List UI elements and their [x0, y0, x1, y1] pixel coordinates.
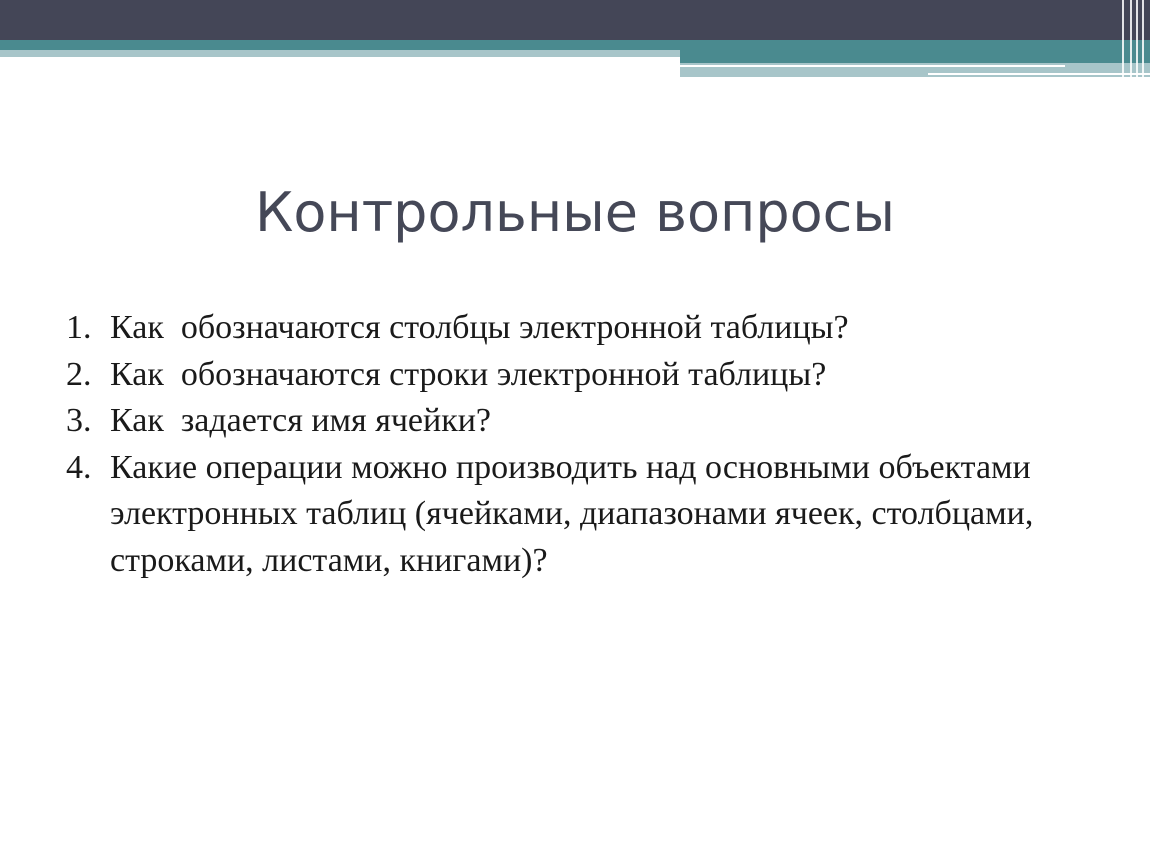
header-accent-line-short — [928, 73, 1150, 75]
list-item — [66, 398, 1106, 445]
list-item-text: Какие операции можно производить над основными объектами электронных таблиц (ячейками, диапазонами ячеек, столбцами, строками, листами, книгами)? — [110, 448, 1034, 579]
question-list — [66, 305, 1106, 584]
header-band-dark — [0, 0, 1150, 40]
slide-title: Контрольные вопросы — [255, 181, 895, 244]
list-item-number: 2. — [66, 355, 92, 393]
header-band-teal-right — [680, 50, 1150, 63]
list-item-number: 3. — [66, 402, 92, 439]
list-item-text: Как задается имя ячейки? — [110, 402, 492, 439]
header-band-teal — [0, 40, 1150, 50]
header-accent-line — [680, 65, 1065, 67]
list-item-text: Как обозначаются строки электронной таблицы? — [110, 355, 827, 393]
list-item-text: Как обозначаются столбцы электронной таблицы? — [110, 309, 849, 346]
list-item — [66, 445, 1106, 585]
header-vertical-stripes — [1118, 0, 1150, 78]
list-item-number: 1. — [66, 309, 92, 346]
list-item-number: 4. — [66, 448, 92, 486]
list-item — [66, 352, 1106, 399]
header-band-light-left — [0, 50, 680, 57]
list-item — [66, 305, 1106, 352]
